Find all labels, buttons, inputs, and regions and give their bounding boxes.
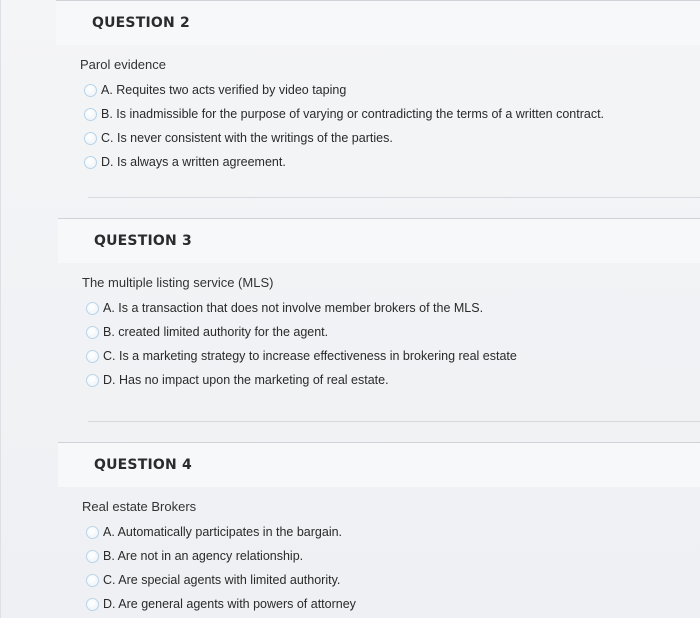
question-header [58,442,700,487]
answer-option-a[interactable] [86,296,700,320]
radio-button-icon[interactable] [86,326,99,339]
answer-label: D. Are general agents with powers of attorney [103,597,356,611]
question-3 [58,218,700,392]
question-title: QUESTION 2 [92,15,190,31]
radio-button-icon[interactable] [84,108,97,121]
answer-option-b[interactable] [86,320,700,344]
answer-option-a[interactable] [84,78,700,102]
page-edge [0,0,1,618]
answer-option-d[interactable] [84,150,700,174]
answer-option-d[interactable] [86,592,700,616]
answer-option-b[interactable] [84,102,700,126]
radio-button-icon[interactable] [84,84,97,97]
answer-option-a[interactable] [86,520,700,544]
radio-button-icon[interactable] [86,374,99,387]
section-divider [88,421,700,422]
radio-button-icon[interactable] [84,132,97,145]
answer-option-d[interactable] [86,368,700,392]
question-2 [56,0,700,174]
radio-button-icon[interactable] [86,598,99,611]
answer-option-c[interactable] [84,126,700,150]
answer-label: A. Is a transaction that does not involve member brokers of the MLS. [103,301,484,315]
answer-label: C. Are special agents with limited authority. [103,573,341,587]
answer-option-c[interactable] [86,568,700,592]
answer-label: D. Has no impact upon the marketing of real estate. [103,373,389,387]
answer-label: B. created limited authority for the agent. [103,325,329,339]
answer-label: D. Is always a written agreement. [101,155,286,169]
radio-button-icon[interactable] [84,156,97,169]
answer-option-b[interactable] [86,544,700,568]
answer-label: C. Is never consistent with the writings of the parties. [101,131,393,145]
answer-label: A. Automatically participates in the bargain. [103,525,343,539]
section-divider [88,197,700,198]
question-prompt: Parol evidence [80,57,166,72]
radio-button-icon[interactable] [86,302,99,315]
answer-option-c[interactable] [86,344,700,368]
radio-button-icon[interactable] [86,350,99,363]
radio-button-icon[interactable] [86,550,99,563]
question-header [56,0,700,45]
radio-button-icon[interactable] [86,574,99,587]
question-header [58,218,700,263]
answer-label: B. Are not in an agency relationship. [103,549,304,563]
question-title: QUESTION 3 [94,233,192,249]
question-prompt: The multiple listing service (MLS) [82,275,274,290]
answer-label: B. Is inadmissible for the purpose of varying or contradicting the terms of a written contract. [101,107,605,121]
question-4 [58,442,700,616]
answer-label: A. Requites two acts verified by video taping [101,83,347,97]
radio-button-icon[interactable] [86,526,99,539]
question-title: QUESTION 4 [94,457,192,473]
question-prompt: Real estate Brokers [82,499,197,514]
answer-label: C. Is a marketing strategy to increase effectiveness in brokering real estate [103,349,517,363]
